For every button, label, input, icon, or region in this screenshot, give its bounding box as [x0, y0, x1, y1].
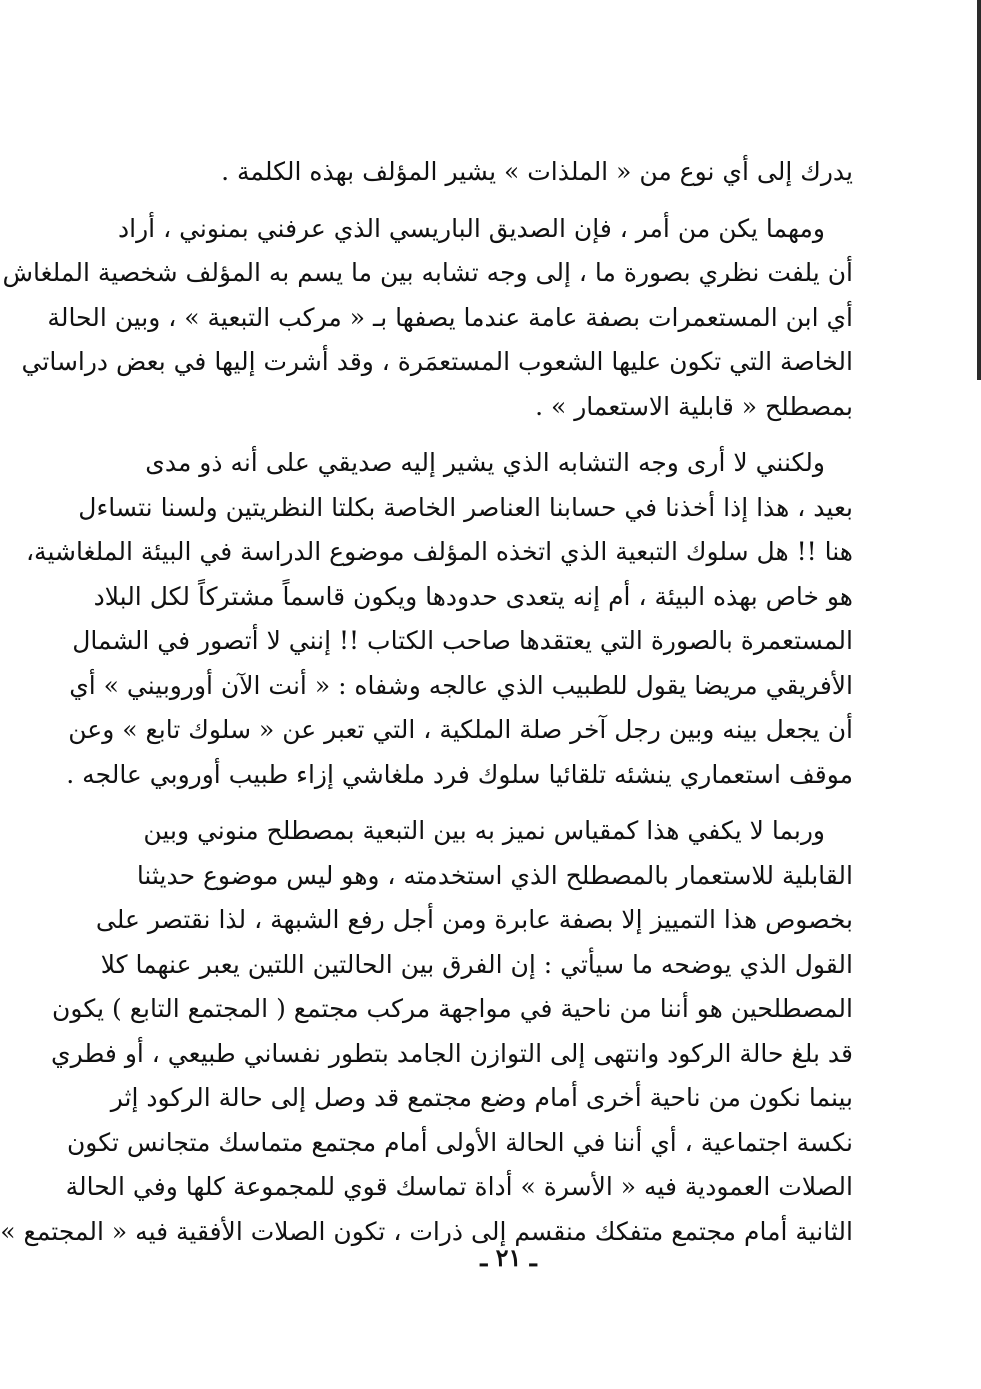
page-body	[0, 150, 853, 1266]
text-line: ولكنني لا أرى وجه التشابه الذي يشير إليه صديقي على أنه ذو مدى	[145, 448, 825, 477]
text-line: الثانية أمام مجتمع متفكك منقسم إلى ذرات ، تكون الصلات الأفقية فيه « المجتمع »	[0, 1216, 853, 1246]
paragraph-4	[0, 809, 853, 1254]
text-line: وربما لا يكفي هذا كمقياس نميز به بين التبعية بمصطلح منوني وبين	[143, 816, 825, 845]
text-line: الأفريقي مريضا يقول للطبيب الذي عالجه وشفاه : « أنت الآن أوروبيني » أي	[69, 670, 853, 700]
text-line: يدرك إلى أي نوع من « الملذات » يشير المؤلف بهذه الكلمة .	[221, 157, 853, 186]
text-line: بعيد ، هذا إذا أخذنا في حسابنا العناصر الخاصة بكلتا النظريتين ولسنا نتساءل	[78, 492, 853, 522]
text-line: أن يلفت نظري بصورة ما ، إلى وجه تشابه بين ما يسم به المؤلف شخصية الملغاش	[2, 258, 853, 287]
paragraph-1	[161, 150, 853, 195]
text-line: المصطلحين هو أننا من ناحية في مواجهة مركب مجتمع ( المجتمع التابع ) يكون	[52, 994, 853, 1023]
text-line: هنا !! هل سلوك التبعية الذي اتخذه المؤلف موضوع الدراسة في البيئة الملغاشية،	[25, 537, 853, 566]
scan-edge-shadow	[977, 0, 981, 380]
text-line: القابلية للاستعمار بالمصطلح الذي استخدمته ، وهو ليس موضوع حديثنا	[136, 860, 853, 890]
text-line: أن يجعل بينه وبين رجل آخر صلة الملكية ، التي تعبر عن « سلوك تابع » وعن	[68, 715, 853, 744]
text-line: الخاصة التي تكون عليها الشعوب المستعمَرة ، وقد أشرت إليها في بعض دراساتي	[21, 347, 853, 376]
page-number: ـ ٢١ ـ	[480, 1243, 537, 1272]
text-line: القول الذي يوضحه ما سيأتي : إن الفرق بين الحالتين اللتين يعبر عنهما كلا	[100, 949, 853, 979]
text-line: هو خاص بهذه البيئة ، أم إنه يتعدى حدودها ويكون قاسماً مشتركاً لكل البلاد	[93, 581, 853, 611]
text-line: موقف استعماري ينشئه تلقائيا سلوك فرد ملغاشي إزاء طبيب أوروبي عالجه .	[66, 759, 853, 789]
text-line: الصلات العمودية فيه « الأسرة » أداة تماسك قوي للمجموعة كلها وفي الحالة	[65, 1172, 853, 1201]
text-line: بينما نكون من ناحية أخرى أمام وضع مجتمع قد وصل إلى حالة الركود إثر	[110, 1083, 853, 1112]
text-line: نكسة اجتماعية ، أي أننا في الحالة الأولى أمام مجتمع متماسك متجانس تكون	[66, 1127, 853, 1157]
text-line: ومهما يكن من أمر ، فإن الصديق الباريسي الذي عرفني بمنوني ، أراد	[118, 213, 825, 243]
paragraph-2	[2, 207, 853, 430]
text-line: بخصوص هذا التمييز إلا بصفة عابرة ومن أجل رفع الشبهة ، لذا نقتصر على	[95, 905, 853, 934]
text-line: المستعمرة بالصورة التي يعتقدها صاحب الكتاب !! إنني لا أتصور في الشمال	[72, 626, 853, 655]
paragraph-3	[25, 441, 853, 797]
text-line: أي ابن المستعمرات بصفة عامة عندما يصفها بـ « مركب التبعية » ، وبين الحالة	[47, 302, 853, 332]
text-line: قد بلغ حالة الركود وانتهى إلى التوازن الجامد بتطور نفساني طبيعي ، أو فطري	[51, 1038, 853, 1068]
text-line: بمصطلح « قابلية الاستعمار » .	[535, 391, 853, 421]
